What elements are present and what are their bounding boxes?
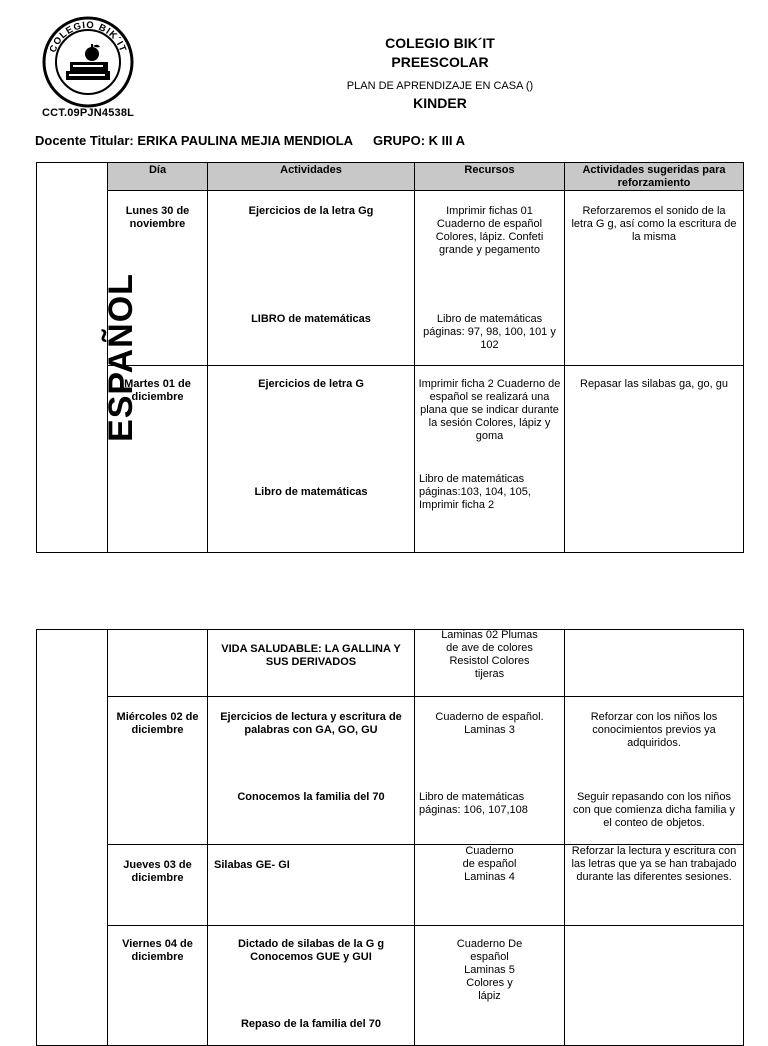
resources-text: Imprimir ficha 2 Cuaderno de español se realizará una plana que se indicar durante la sesión Colores, lápiz y goma xyxy=(418,378,561,442)
teacher-line xyxy=(35,133,465,148)
suggestion-text: Seguir repasando con los niños con que comienza dicha familia y el conteo de objetos. xyxy=(572,791,736,829)
activity-label: LIBRO de matemáticas xyxy=(251,313,371,325)
activity-label: Repaso de la familia del 70 xyxy=(240,1018,381,1030)
subject-label: ESPAÑOL xyxy=(101,273,140,442)
suggestion-text: Reforzar con los niños los conocimientos previos ya adquiridos. xyxy=(590,711,718,749)
activity-label: Ejercicios de la letra Gg xyxy=(248,205,374,217)
table-row xyxy=(37,697,744,845)
day-label: Jueves 03 de diciembre xyxy=(123,859,192,884)
day-label: Lunes 30 de noviembre xyxy=(125,205,190,230)
col-header-day: Día xyxy=(108,163,208,191)
resources-text: Cuaderno de español Laminas 4 xyxy=(462,845,517,883)
school-level: PREESCOLAR xyxy=(391,54,489,70)
cct-code: CCT.09PJN4538L xyxy=(42,107,135,119)
table-row xyxy=(37,926,744,1046)
resources-text: Cuaderno De español Laminas 5 Colores y lápiz xyxy=(456,938,523,1002)
activity-label: Libro de matemáticas xyxy=(254,486,368,498)
school-name: COLEGIO BIK´IT xyxy=(385,35,495,51)
subject-cell xyxy=(37,630,108,1046)
day-label: Martes 01 de diciembre xyxy=(124,378,191,403)
logo-text: COLEGIO BIK´IT xyxy=(47,19,129,55)
table-row xyxy=(37,845,744,926)
activity-label: VIDA SALUDABLE: LA GALLINA Y SUS DERIVADOS xyxy=(221,643,401,668)
day-label: Viernes 04 de diciembre xyxy=(122,938,193,963)
col-header-suggested: Actividades sugeridas para reforzamiento xyxy=(565,163,744,191)
activity-label: Dictado de silabas de la G g Conocemos GUE y GUI xyxy=(237,938,385,963)
resources-text: Libro de matemáticas páginas: 106, 107,108 xyxy=(419,791,528,816)
table-row xyxy=(37,630,744,697)
resources-text: Libro de matemáticas páginas: 97, 98, 100, 101 y 102 xyxy=(423,313,556,351)
grade-title: KINDER xyxy=(413,95,467,111)
group-label: GRUPO: K III A xyxy=(373,133,466,148)
subject-cell xyxy=(37,163,140,553)
school-logo xyxy=(40,16,136,108)
day-label: Miércoles 02 de diciembre xyxy=(116,711,199,736)
teacher-name: Docente Titular: ERIKA PAULINA MEJIA MENDIOLA xyxy=(35,133,354,148)
activity-label: Silabas GE- GI xyxy=(214,859,290,871)
resources-text: Laminas 02 Plumas de ave de colores Resistol Colores tijeras xyxy=(441,629,538,680)
resources-text: Imprimir fichas 01 Cuaderno de español Colores, lápiz. Confeti grande y pegamento xyxy=(435,205,544,256)
col-header-resources: Recursos xyxy=(415,163,565,191)
suggestion-text: Repasar las silabas ga, go, gu xyxy=(580,378,728,390)
resources-text: Libro de matemáticas páginas:103, 104, 105, Imprimir ficha 2 xyxy=(419,473,531,511)
suggestion-text: Reforzaremos el sonido de la letra G g, así como la escritura de la misma xyxy=(571,205,737,243)
activity-label: Conocemos la familia del 70 xyxy=(237,791,385,803)
resources-text: Cuaderno de español. Laminas 3 xyxy=(435,711,544,736)
plan-table-2 xyxy=(36,629,744,1046)
activity-label: Ejercicios de letra G xyxy=(258,378,364,390)
activity-label: Ejercicios de lectura y escritura de palabras con GA, GO, GU xyxy=(220,711,402,736)
suggestion-text: Reforzar la lectura y escritura con las letras que ya se han trabajado durante las diferentes sesiones. xyxy=(571,845,737,883)
table-row xyxy=(37,191,744,366)
table-row xyxy=(37,366,744,553)
plan-title: PLAN DE APRENDIZAJE EN CASA () xyxy=(346,80,534,92)
col-header-activities: Actividades xyxy=(208,163,415,191)
plan-table-1 xyxy=(36,162,744,553)
